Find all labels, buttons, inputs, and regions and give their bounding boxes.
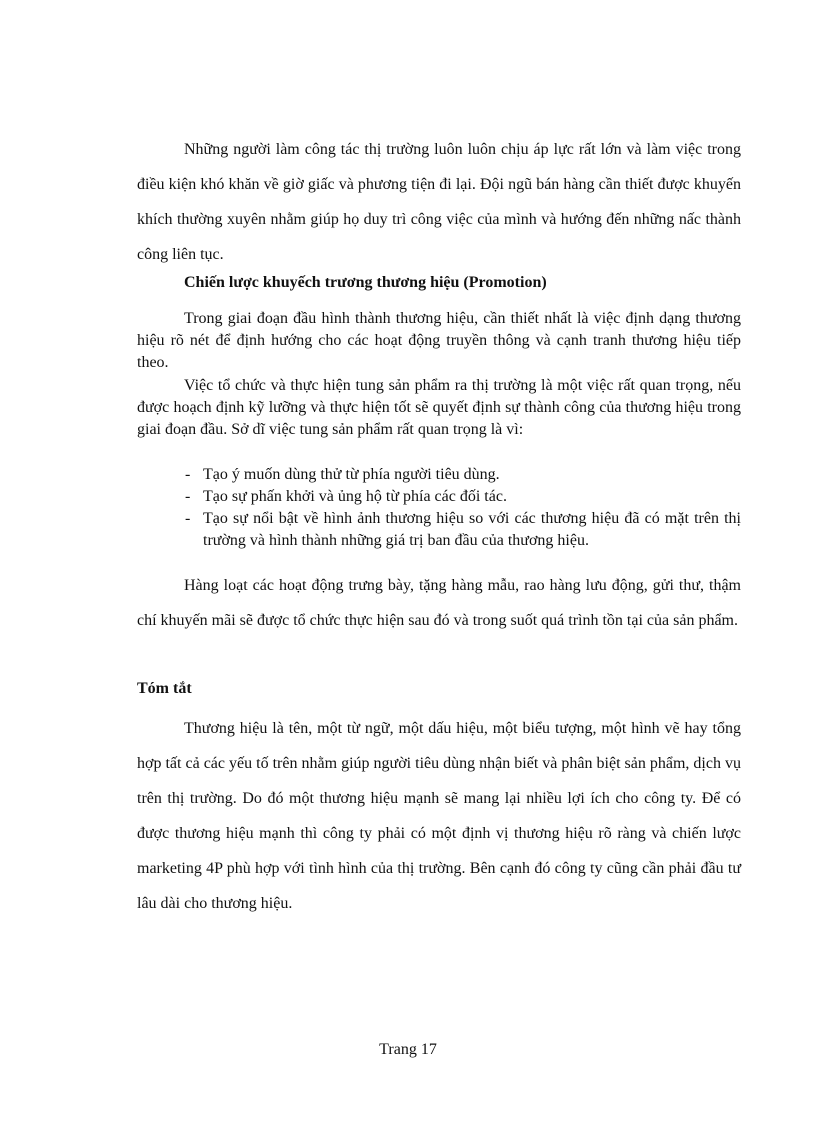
list-item	[137, 486, 741, 508]
paragraph-text: Những người làm công tác thị trường luôn luôn chịu áp lực rất lớn và làm việc trong điều kiện khó khăn về giờ giấc và phương tiện đi lại. Đội ngũ bán hàng cần thiết được khuyến khích thường xuyên nhằm giúp họ duy trì công việc của mình và hướng đến những nấc thành công liên tục.	[137, 141, 741, 263]
list-item-text: Tạo sự phấn khởi và ủng hộ từ phía các đối tác.	[203, 488, 507, 505]
list-item-text: Tạo ý muốn dùng thử từ phía người tiêu dùng.	[203, 466, 500, 483]
bullet-dash: -	[185, 510, 191, 527]
paragraph-brand-definition	[137, 308, 741, 374]
page-number: Trang 17	[379, 1041, 437, 1058]
paragraph-text: Trong giai đoạn đầu hình thành thương hiệu, cần thiết nhất là việc định dạng thương hiệu rõ nét để định hướng cho các hoạt động truyền thông và cạnh tranh thương hiệu tiếp theo.	[137, 310, 741, 371]
paragraph-product-launch	[137, 375, 741, 441]
paragraph-summary	[137, 711, 741, 921]
bullet-dash: -	[185, 488, 191, 505]
paragraph-sales-team	[137, 132, 741, 272]
paragraph-text: Việc tổ chức và thực hiện tung sản phẩm ra thị trường là một việc rất quan trọng, nếu được hoạch định kỹ lưỡng và thực hiện tốt sẽ quyết định sự thành công của thương hiệu trong giai đoạn đầu. Sở dĩ việc tung sản phẩm rất quan trọng là vì:	[137, 377, 741, 438]
launch-reasons-list	[137, 464, 741, 552]
list-item	[137, 508, 741, 552]
section-heading-promotion: Chiến lược khuyếch trương thương hiệu (Promotion)	[184, 274, 547, 291]
paragraph-text: Hàng loạt các hoạt động trưng bày, tặng hàng mẫu, rao hàng lưu động, gửi thư, thậm chí khuyến mãi sẽ được tổ chức thực hiện sau đó và trong suốt quá trình tồn tại của sản phẩm.	[137, 577, 741, 629]
paragraph-text: Thương hiệu là tên, một từ ngữ, một dấu hiệu, một biểu tượng, một hình vẽ hay tổng hợp tất cả các yếu tố trên nhằm giúp người tiêu dùng nhận biết và phân biệt sản phẩm, dịch vụ trên thị trường. Do đó một thương hiệu mạnh sẽ mang lại nhiều lợi ích cho công ty. Để có được thương hiệu mạnh thì công ty phải có một định vị thương hiệu rõ ràng và chiến lược marketing 4P phù hợp với tình hình của thị trường. Bên cạnh đó công ty cũng cần phải đầu tư lâu dài cho thương hiệu.	[137, 720, 741, 912]
paragraph-promotion-activities	[137, 568, 741, 638]
section-heading-summary: Tóm tắt	[137, 680, 192, 697]
bullet-dash: -	[185, 466, 191, 483]
list-item-text: Tạo sự nổi bật về hình ảnh thương hiệu so với các thương hiệu đã có mặt trên thị trường và hình thành những giá trị ban đầu của thương hiệu.	[203, 510, 741, 549]
list-item	[137, 464, 741, 486]
